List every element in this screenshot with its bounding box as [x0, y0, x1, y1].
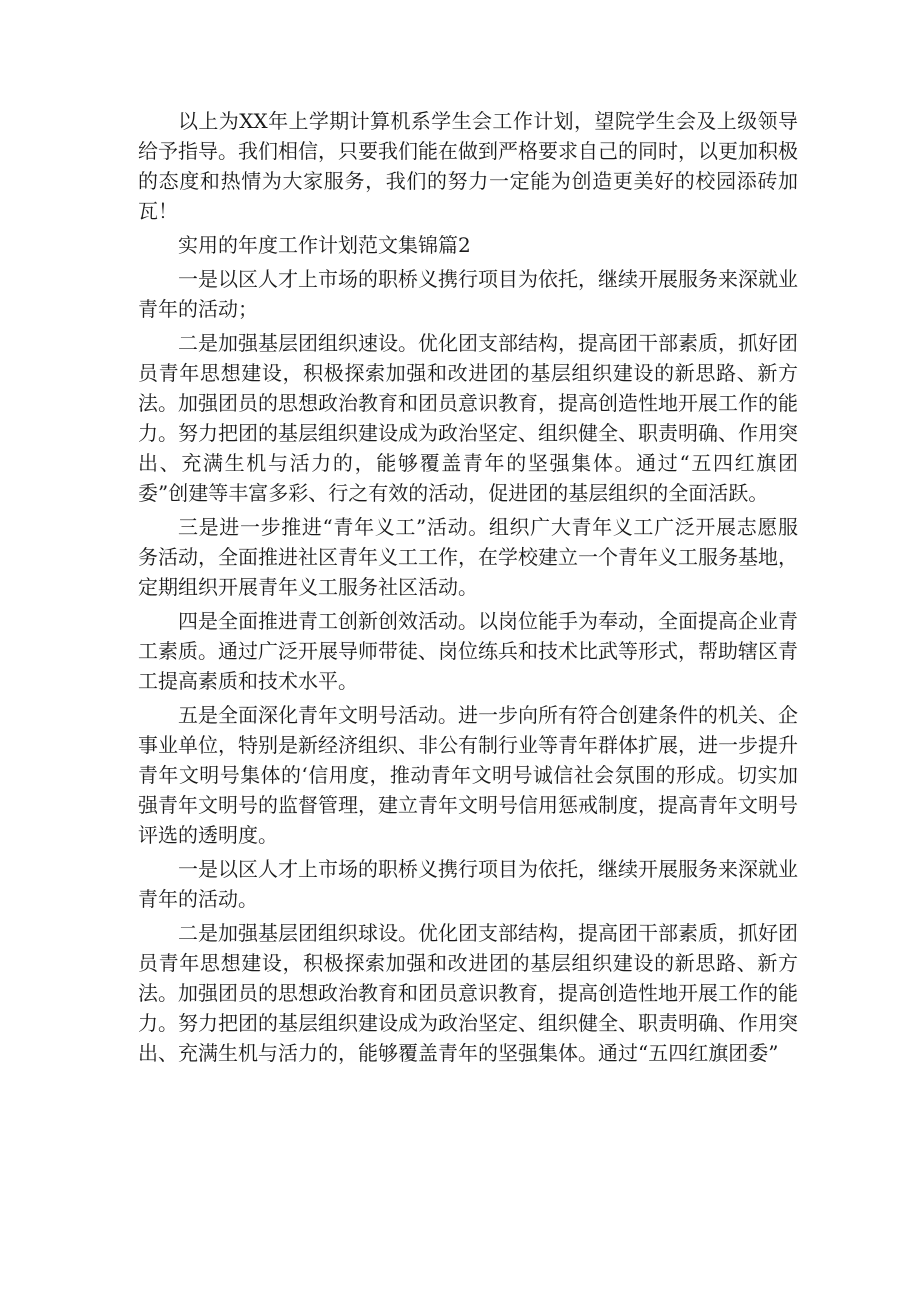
plan-item-5: 五是全面深化青年文明号活动。进一步向所有符合创建条件的机关、企事业单位，特别是新经济组织、非公有制行业等青年群体扩展，进一步提升青年文明号集体的‘信用度，推动青年文明号诚信社会氛围的形成。切实加强青年文明号的监督管理，建立青年文明号信用惩戒制度，提高青年文明号评选的透明度。: [138, 703, 798, 847]
plan-item-1: 一是以区人才上市场的职桥义携行项目为依托，继续开展服务来深就业青年的活动；: [138, 267, 798, 321]
plan-item-2-repeat: 二是加强基层团组织球设。优化团支部结构，提高团干部素质，抓好团员青年思想建设，积极探索加强和改进团的基层组织建设的新思路、新方法。加强团员的思想政治教育和团员意识教育，提高创造性地开展工作的能力。努力把团的基层组织建设成为政治坚定、组织健全、职责明确、作用突出、充满生机与活力的，能够覆盖青年的坚强集体。通过“五四红旗团委”: [138, 921, 798, 1065]
plan-item-2: 二是加强基层团组织速设。优化团支部结构，提高团干部素质，抓好团员青年思想建设，积极探索加强和改进团的基层组织建设的新思路、新方法。加强团员的思想政治教育和团员意识教育，提高创造性地开展工作的能力。努力把团的基层组织建设成为政治坚定、组织健全、职责明确、作用突出、充满生机与活力的，能够覆盖青年的坚强集体。通过“五四红旗团委”创建等丰富多彩、行之有效的活动，促进团的基层组织的全面活跃。: [138, 331, 798, 505]
section-heading: 实用的年度工作计划范文集锦篇2: [178, 233, 471, 257]
plan-item-1-repeat: 一是以区人才上市场的职桥义携行项目为依托，继续开展服务来深就业青年的活动。: [138, 857, 798, 911]
plan-item-3: 三是进一步推进“青年义工”活动。组织广大青年义工广泛开展志愿服务活动，全面推进社区青年义工工作，在学校建立一个青年义工服务基地，定期组织开展青年义工服务社区活动。: [138, 515, 798, 599]
plan-item-4: 四是全面推进青工创新创效活动。以岗位能手为奉动，全面提高企业青工素质。通过广泛开展导师带徒、岗位练兵和技术比武等形式，帮助辖区青工提高素质和技术水平。: [138, 609, 798, 693]
document-body: [138, 106, 798, 1072]
closing-paragraph: 以上为XX年上学期计算机系学生会工作计划，望院学生会及上级领导给予指导。我们相信，只要我们能在做到严格要求自己的同时，以更加积极的态度和热情为大家服务，我们的努力一定能为创造更美好的校园添砖加瓦！: [138, 109, 798, 223]
